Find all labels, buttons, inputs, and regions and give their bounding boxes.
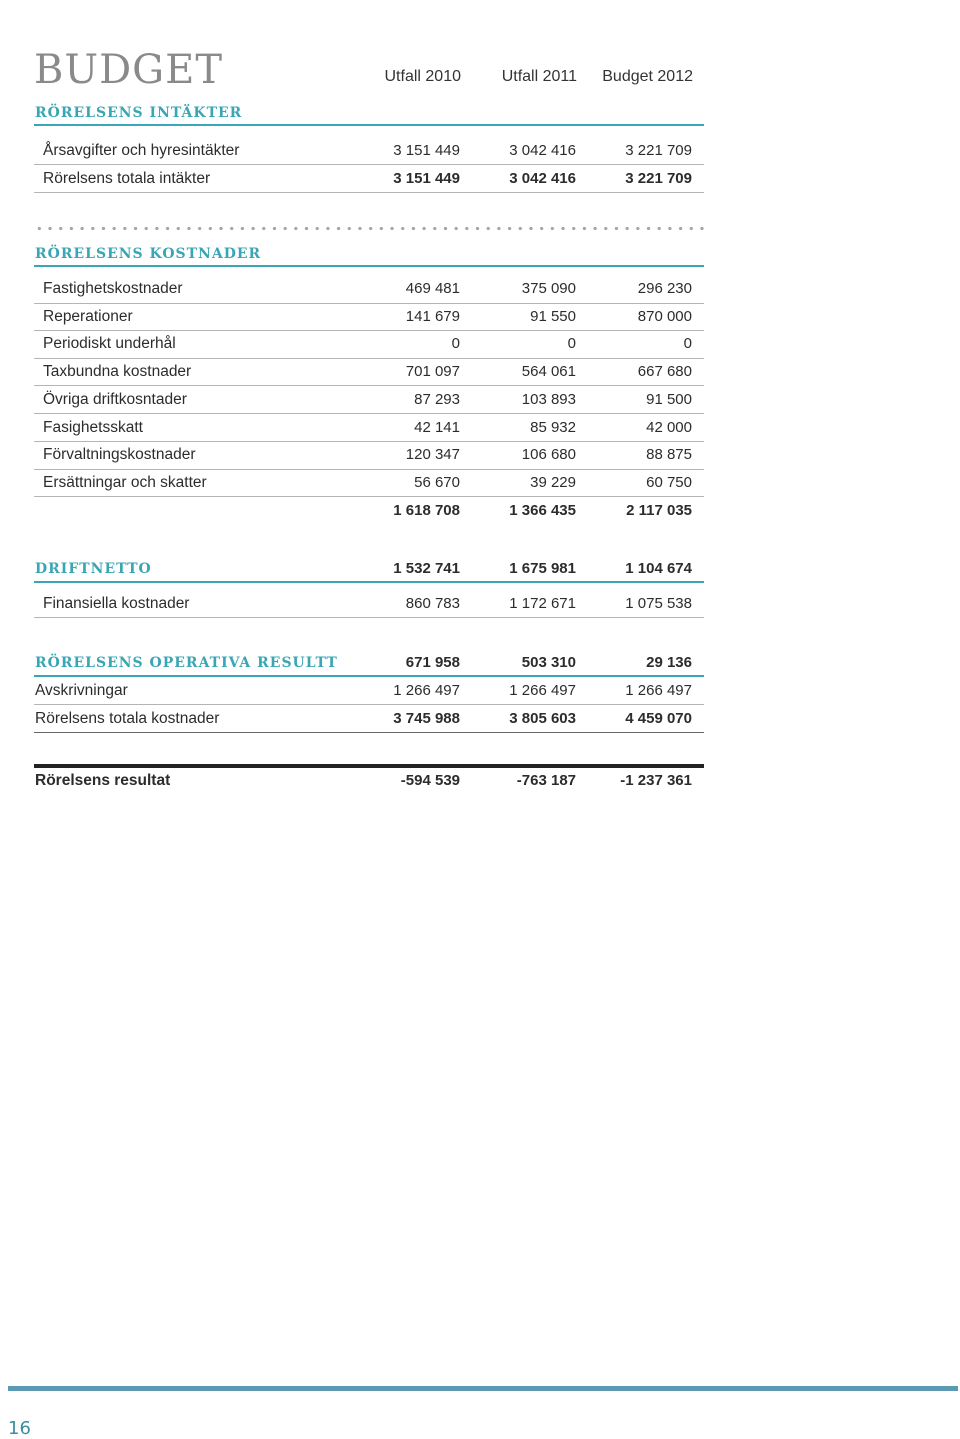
value-2012: 91 500 [646,391,692,408]
value-2010: 860 783 [405,595,460,612]
subtotal-2012: 2 117 035 [626,502,692,519]
row-label: Förvaltningskostnader [43,446,196,463]
row-label: Periodiskt underhål [43,335,176,352]
value-2010: 56 670 [414,474,460,491]
section-rule [34,265,704,267]
section-rule [34,124,704,126]
table-row [0,303,960,331]
result-2012: -1 237 361 [620,772,692,789]
row-label: Taxbundna kostnader [43,363,192,380]
value-2011: 3 042 416 [509,142,576,159]
table-row [0,441,960,469]
row-label: Övriga driftkosntader [43,391,187,408]
value-2010: 3 151 449 [393,142,460,159]
value-2012: 88 875 [646,446,692,463]
row-divider [34,192,704,193]
value-2011: 3 042 416 [509,170,576,187]
driftnetto-2010: 1 532 741 [393,560,460,577]
value-2012: 1 075 538 [625,595,692,612]
table-row [0,275,960,303]
section-rule [34,581,704,583]
row-divider [34,617,704,618]
section-heading-income: RÖRELSENS INTÄKTER [35,105,243,121]
value-2012: 3 221 709 [625,142,692,159]
value-2012: 4 459 070 [625,710,692,727]
value-2011: 106 680 [521,446,576,463]
result-row [0,767,960,795]
driftnetto-2011: 1 675 981 [509,560,576,577]
table-row [0,137,960,165]
value-2011: 91 550 [530,308,576,325]
table-row [0,386,960,414]
table-row [0,469,960,497]
row-divider [34,732,704,733]
section-heading-driftnetto: DRIFTNETTO [35,561,152,577]
value-2012: 60 750 [646,474,692,491]
row-label: Avskrivningar [35,682,128,699]
value-2010: 3 151 449 [393,170,460,187]
row-label: Fasighetsskatt [43,419,143,436]
value-2010: 469 481 [405,280,460,297]
row-label: Rörelsens totala kostnader [35,710,220,727]
column-header-utfall-2011: Utfall 2011 [501,68,577,85]
value-2012: 667 680 [637,363,692,380]
table-row [0,358,960,386]
result-2011: -763 187 [516,772,576,789]
row-label: Årsavgifter och hyresintäkter [43,142,240,159]
value-2010: 87 293 [414,391,460,408]
column-header-utfall-2010: Utfall 2010 [384,68,461,85]
table-row-total [0,705,960,733]
value-2011: 39 229 [530,474,576,491]
value-2012: 0 [683,335,692,352]
value-2011: 3 805 603 [509,710,576,727]
value-2010: 701 097 [405,363,460,380]
value-2011: 1 172 671 [509,595,576,612]
value-2011: 85 932 [530,419,576,436]
row-label: Finansiella kostnader [43,595,190,612]
page-title: BUDGET [34,47,224,93]
table-row-subtotal [0,497,960,525]
result-label: Rörelsens resultat [35,772,171,789]
row-label: Fastighetskostnader [43,280,183,297]
operating-2011: 503 310 [521,654,576,671]
value-2011: 564 061 [521,363,576,380]
table-row [0,677,960,705]
section-heading-costs: RÖRELSENS KOSTNADER [35,246,262,262]
footer-bar [8,1386,958,1391]
value-2012: 296 230 [637,280,692,297]
operating-2010: 671 958 [405,654,460,671]
column-header-budget-2012: Budget 2012 [602,68,693,85]
value-2012: 3 221 709 [625,170,692,187]
value-2010: 120 347 [405,446,460,463]
subtotal-2011: 1 366 435 [509,502,576,519]
value-2011: 103 893 [521,391,576,408]
table-row [0,590,960,618]
value-2010: 141 679 [405,308,460,325]
value-2012: 870 000 [637,308,692,325]
table-row-total [0,165,960,193]
value-2010: 1 266 497 [393,682,460,699]
value-2011: 375 090 [521,280,576,297]
operating-2012: 29 136 [646,654,692,671]
value-2010: 0 [451,335,460,352]
driftnetto-2012: 1 104 674 [625,560,692,577]
value-2012: 1 266 497 [625,682,692,699]
table-row [0,414,960,442]
dotted-separator [34,226,704,231]
section-heading-operating-result: RÖRELSENS OPERATIVA RESULTT [35,655,338,671]
row-label: Ersättningar och skatter [43,474,207,491]
page-number: 16 [8,1418,31,1439]
result-2010: -594 539 [400,772,460,789]
value-2011: 0 [567,335,576,352]
row-label: Rörelsens totala intäkter [43,170,211,187]
value-2010: 3 745 988 [393,710,460,727]
subtotal-2010: 1 618 708 [393,502,460,519]
value-2012: 42 000 [646,419,692,436]
value-2011: 1 266 497 [509,682,576,699]
row-label: Reperationer [43,308,133,325]
value-2010: 42 141 [414,419,460,436]
table-row [0,330,960,358]
